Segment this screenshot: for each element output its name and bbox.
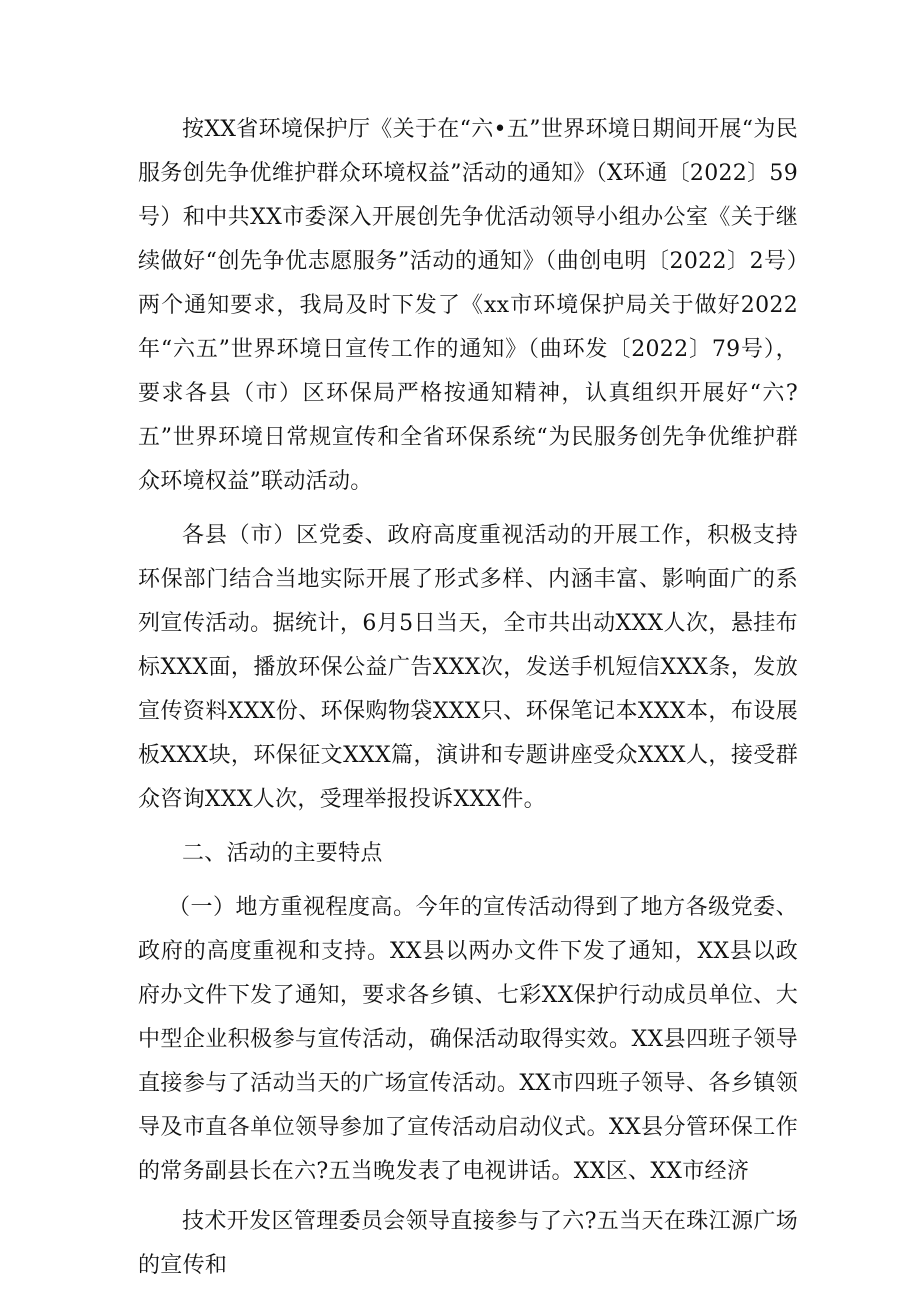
document-body xyxy=(138,108,798,1288)
section-heading: 二、活动的主要特点 xyxy=(182,841,383,866)
subsection-title: （一）地方重视程度高。 xyxy=(168,895,416,920)
paragraph-activity-statistics: 各县（市）区党委、政府高度重视活动的开展工作，积极支持环保部门结合当地实际开展了形式多样、内涵丰富、影响面广的系列宣传活动。据统计，6月5日当天，全市共出动XXX人次，悬挂布标XXX面，播放环保公益广告XXX次，发送手机短信XXX条，发放宣传资料XXX份、环保购物袋XXX只、环保笔记本XXX本，布设展板XXX块，环保征文XXX篇，演讲和专题讲座受众XXX人，接受群众咨询XXX人次，受理举报投诉XXX件。 xyxy=(138,523,798,812)
paragraph-continued: 技术开发区管理委员会领导直接参与了六?五当天在珠江源广场的宣传和 xyxy=(138,1209,798,1278)
subsection-body: 今年的宣传活动得到了地方各级党委、政府的高度重视和支持。XX县以两办文件下发了通知，XX县以政府办文件下发了通知，要求各乡镇、七彩XX保护行动成员单位、大中型企业积极参与宣传活动，确保活动取得实效。XX县四班子领导直接参与了活动当天的广场宣传活动。XX市四班子领导、各乡镇领导及市直各单位领导参加了宣传活动启动仪式。XX县分管环保工作的常务副县长在六?五当晚发表了电视讲话。XX区、XX市经济 xyxy=(138,895,798,1184)
subsection-paragraph xyxy=(138,886,798,1194)
paragraph-notice-background: 按XX省环境保护厅《关于在“六•五”世界环境日期间开展“为民服务创先争优维护群众环境权益”活动的通知》（X环通〔2022〕59号）和中共XX市委深入开展创先争优活动领导小组办公室《关于继续做好“创先争优志愿服务”活动的通知》（曲创电明〔2022〕2号）两个通知要求，我局及时下发了《xx市环境保护局关于做好2022年“六五”世界环境日宣传工作的通知》（曲环发〔2022〕79号），要求各县（市）区环保局严格按通知精神，认真组织开展好“六?五”世界环境日常规宣传和全省环保系统“为民服务创先争优维护群众环境权益”联动活动。 xyxy=(138,117,798,494)
